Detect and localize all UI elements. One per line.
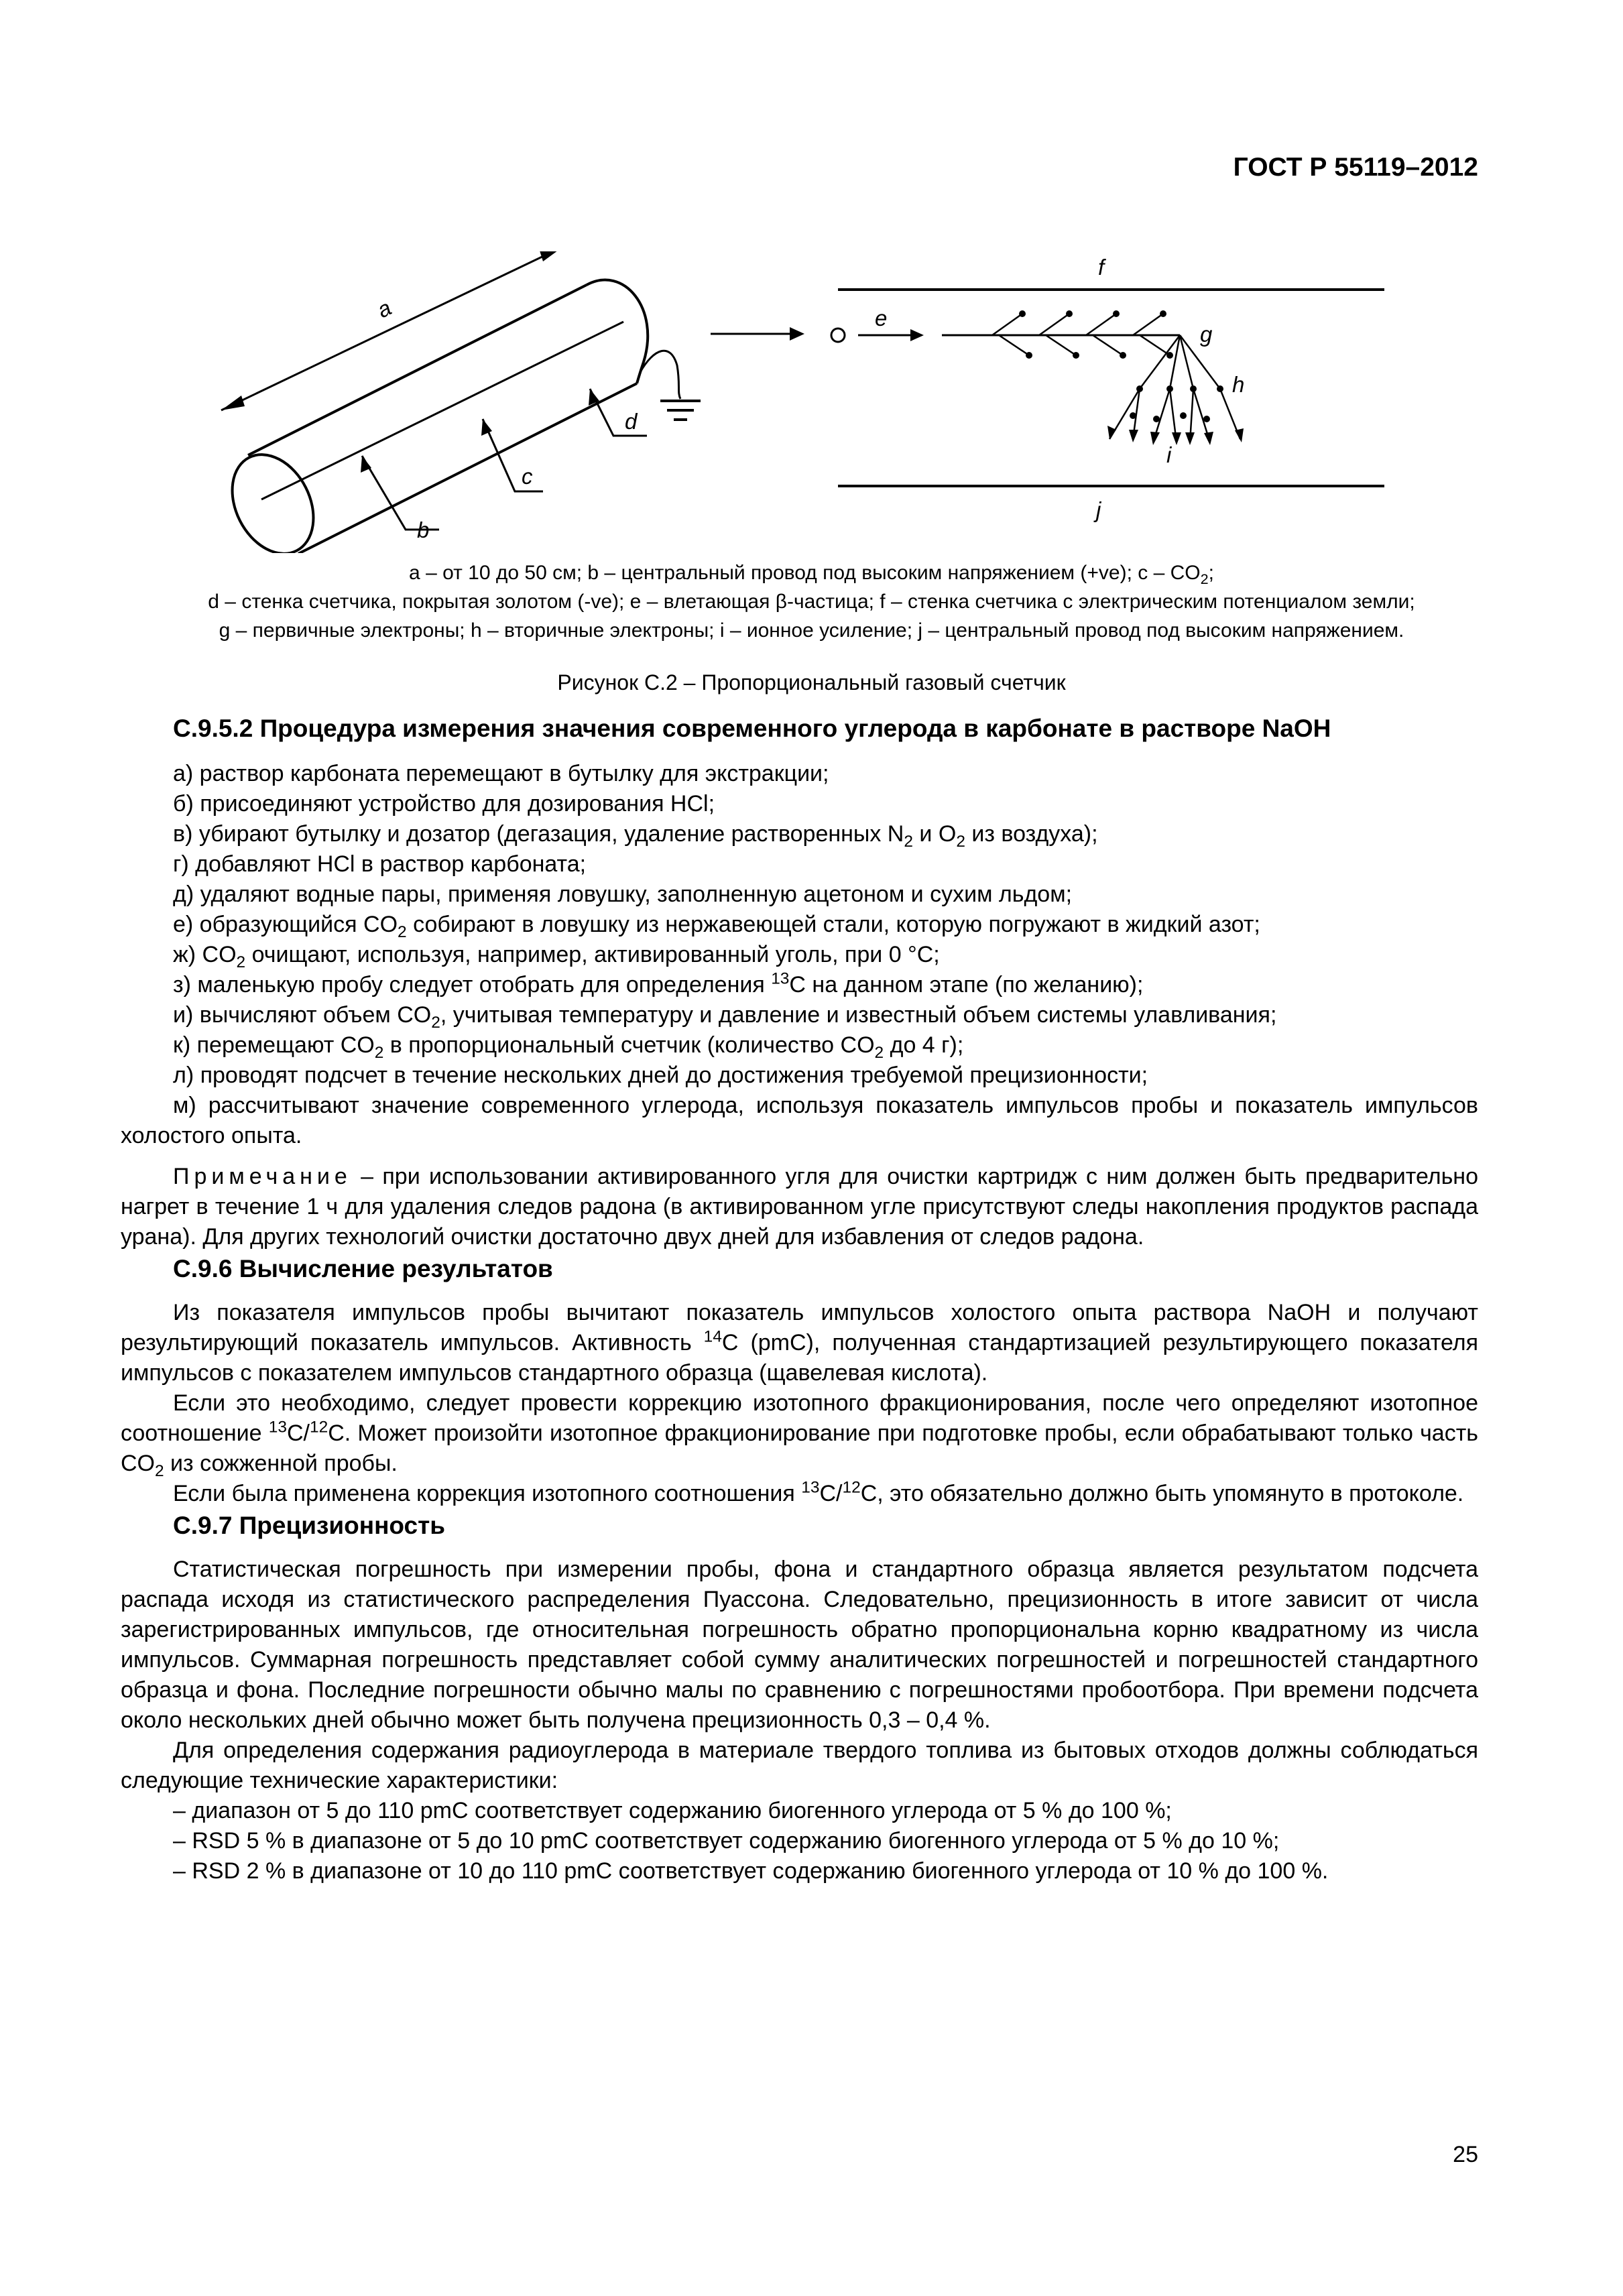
list-item: м) рассчитывают значение современного углерода, используя показатель импульсов пробы и показатель импульсов холостого опыта. — [121, 1093, 1478, 1148]
list-item: к) перемещают $CO_2$ в пропорциональный счетчик (количество $CO_2$ до 4 г); — [173, 1032, 964, 1062]
paragraph: Статистическая погрешность при измерении пробы, фона и стандартного образца является результатом подсчета распада исходя из статистического распределения Пуассона. Следовательно, прецизионность в итоге зависит от числа зарегистрированных импульсов, где относительная погрешность обратно пропорциональна корню квадратному из числа импульсов. Суммарная погрешность представляет собой сумму аналитических погрешностей и погрешностей стандартного образца и фона. Последние погрешности обычно малы по сравнению с погрешностями пробоотбора. При времени подсчета около нескольких дней обычно может быть получена прецизионность 0,3 – 0,4 %. — [121, 1557, 1478, 1733]
legend-line: d – стенка счетчика, покрытая золотом (-ve); e – влетающая β-частица; f – стенка счетчика с электрическим потенциалом земли; — [208, 591, 1415, 613]
section-heading-c96: С.9.6 Вычисление результатов — [173, 1255, 553, 1282]
section-heading-c952: С.9.5.2 Процедура измерения значения современного углерода в карбонате в растворе NaOH — [173, 715, 1331, 742]
label-c: c — [522, 464, 533, 489]
paragraph: Если это необходимо, следует провести коррекцию изотопного фракционирования, после чего определяют изотопное соотношение $^{13}$C/$^{12}$C. Может произойти изотопное фракционирование при подготовке пробы, если обрабатывают только часть $CO_2$ из сожженной пробы. — [121, 1390, 1478, 1480]
page-number: 25 — [1453, 2142, 1478, 2167]
legend-line: g – первичные электроны; h – вторичные электроны; i – ионное усиление; j – центральный провод под высоким напряжением. — [219, 619, 1404, 642]
list-item: л) проводят подсчет в течение нескольких дней до достижения требуемой прецизионности; — [173, 1063, 1148, 1088]
dash-item: – RSD 2 % в диапазоне от 10 до 110 pmC соответствует содержанию биогенного углерода от 10 % до 100 %. — [173, 1858, 1329, 1884]
label-j: j — [1096, 497, 1101, 522]
list-item: и) вычисляют объем $CO_2$, учитывая температуру и давление и известный объем системы улавливания; — [173, 1002, 1277, 1032]
document-header: ГОСТ Р 55119–2012 — [1233, 153, 1478, 182]
list-item: г) добавляют HCl в раствор карбоната; — [173, 851, 587, 877]
label-g: g — [1200, 322, 1213, 347]
ground-wire — [640, 351, 680, 399]
list-item: а) раствор карбоната перемещают в бутылку для экстракции; — [173, 761, 829, 786]
list-item: з) маленькую пробу следует отобрать для определения $^{13}$C на данном этапе (по желанию); — [173, 969, 1144, 998]
label-d: d — [625, 409, 638, 434]
legend-line: a – от 10 до 50 см; b – центральный провод под высоким напряжением (+ve); c – $CO_2$; — [409, 562, 1214, 587]
procedure-list — [121, 759, 1478, 1151]
counter-cylinder — [217, 280, 648, 553]
list-item: ж) $CO_2$ очищают, используя, например, активированный уголь, при 0 °С; — [173, 942, 940, 971]
document-body — [121, 712, 1478, 1886]
section-heading-c97: С.9.7 Прецизионность — [173, 1512, 445, 1539]
label-e: e — [875, 306, 888, 330]
paragraph: Из показателя импульсов пробы вычитают показатель импульсов холостого опыта раствора NaOH и получают результирующий показатель импульсов. Активность $^{14}$C (pmC), полученная стандартизацией результирующего показателя импульсов с показателем импульсов стандартного образца (щавелевая кислота). — [121, 1300, 1478, 1386]
dimension-arrow-a — [221, 251, 563, 410]
note-paragraph: Примечание – при использовании активированного угля для очистки картридж с ним должен быть предварительно нагрет в течение 1 ч для удаления следов радона (в активированном угле присутствуют следы накопления продуктов распада урана). Для других технологий очистки достаточно двух дней для избавления от следов радона. — [121, 1164, 1478, 1250]
list-item: в) убирают бутылку и дозатор (дегазация, удаление растворенных $N_2$ и $O_2$ из воздуха); — [173, 821, 1098, 851]
label-f: f — [1098, 255, 1105, 280]
proportional-counter-diagram — [201, 251, 1408, 553]
list-item: е) образующийся $CO_2$ собирают в ловушку из нержавеющей стали, которую погружают в жидкий азот; — [173, 912, 1260, 941]
label-b: b — [417, 518, 430, 542]
dash-item: – RSD 5 % в диапазоне от 5 до 10 pmC соответствует содержанию биогенного углерода от 5 % до 10 %; — [173, 1828, 1280, 1854]
list-item: д) удаляют водные пары, применяя ловушку, заполненную ацетоном и сухим льдом; — [173, 882, 1073, 907]
paragraph: Если была применена коррекция изотопного соотношения $^{13}$C/$^{12}$C, это обязательно должно быть упомянуто в протоколе. — [173, 1478, 1464, 1506]
note-label: Примечание — [173, 1164, 352, 1189]
label-a: a — [373, 294, 396, 323]
figure-legend — [101, 558, 1522, 645]
figure-caption: Рисунок С.2 – Пропорциональный газовый счетчик — [557, 670, 1066, 694]
leader-d — [590, 389, 647, 436]
dash-item: – диапазон от 5 до 110 pmC соответствует содержанию биогенного углерода от 5 % до 100 %; — [173, 1798, 1172, 1823]
list-item: б) присоединяют устройство для дозирования HCl; — [173, 791, 715, 817]
incoming-particle — [831, 328, 845, 342]
label-i: i — [1166, 442, 1172, 467]
arrow-heads — [221, 251, 1244, 473]
label-h: h — [1232, 372, 1245, 397]
paragraph: Для определения содержания радиоуглерода в материале твердого топлива из бытовых отходов должны соблюдаться следующие технические характеристики: — [121, 1738, 1478, 1793]
